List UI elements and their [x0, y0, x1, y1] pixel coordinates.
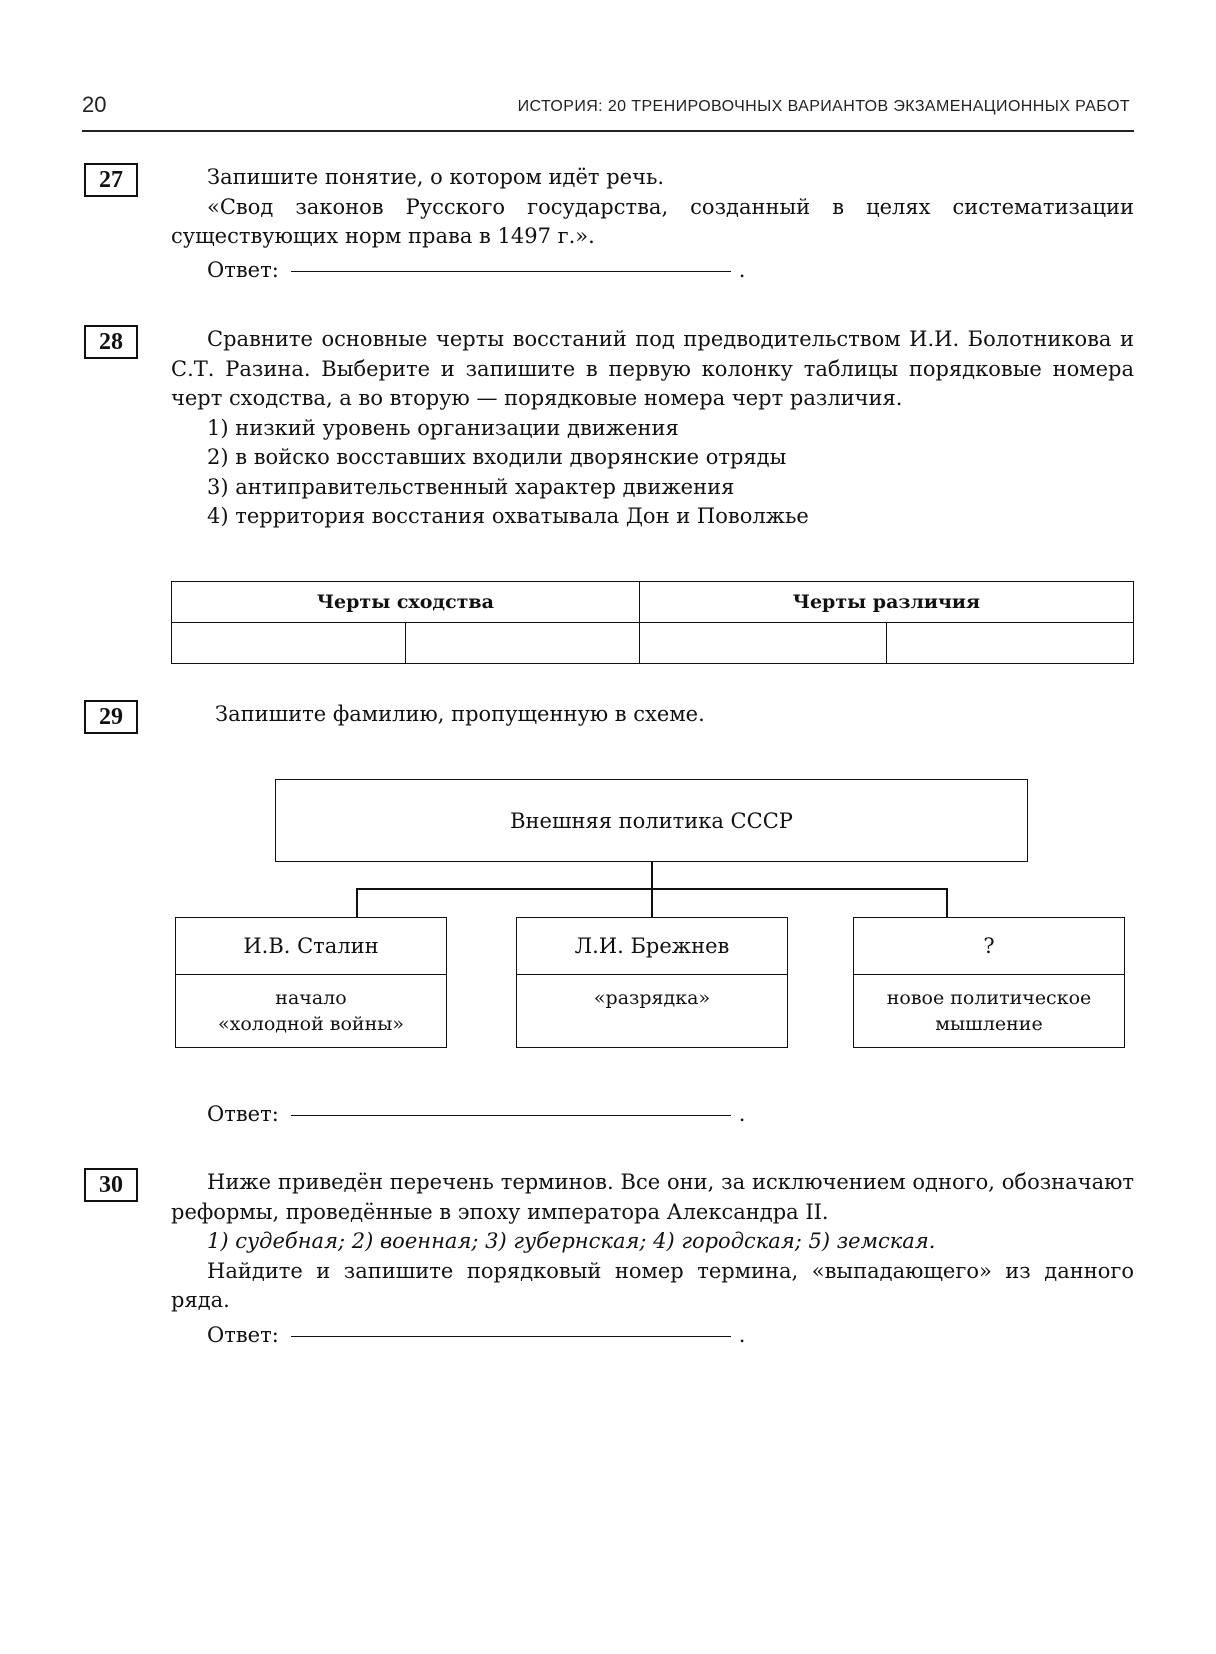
answer-cell[interactable]: [639, 623, 886, 664]
task-27-prompt: Запишите понятие, о котором идёт речь.: [207, 165, 665, 189]
task-27-number: 27: [84, 163, 138, 197]
answer-field[interactable]: [291, 1335, 731, 1337]
connector-line: [356, 888, 358, 918]
branch-policy: новое политическое: [886, 987, 1092, 1009]
branch-leader-missing: ?: [854, 918, 1124, 975]
similarities-header: Черты сходства: [172, 582, 640, 623]
task-29-number: 29: [84, 700, 138, 734]
scheme-branch-brezhnev: [516, 917, 788, 1048]
branch-policy: «холодной войны»: [217, 1013, 404, 1035]
option-item: 3) антиправительственный характер движения: [207, 474, 735, 499]
task-30-question: Найдите и запишите порядковый номер термина, «выпадающего» из данного ряда.: [171, 1258, 1134, 1312]
differences-header: Черты различия: [639, 582, 1133, 623]
page-number: 20: [82, 92, 107, 117]
task-28-options: [171, 414, 1134, 532]
task-28-number: 28: [84, 325, 138, 359]
option-item: 1) низкий уровень организации движения: [207, 415, 679, 440]
answer-field[interactable]: [291, 270, 731, 272]
answer-label: Ответ:: [207, 258, 279, 282]
answer-label: Ответ:: [207, 1102, 279, 1126]
task-27-answer: Ответ: .: [207, 258, 746, 282]
branch-leader: Л.И. Брежнев: [517, 918, 787, 975]
task-29-prompt: Запишите фамилию, пропущенную в схеме.: [215, 702, 705, 726]
header-divider: [82, 130, 1134, 132]
branch-policy: начало: [275, 987, 347, 1009]
task-30-number: 30: [84, 1168, 138, 1202]
connector-line: [356, 888, 948, 890]
task-29-answer: Ответ: .: [207, 1102, 746, 1126]
answer-field[interactable]: [291, 1114, 731, 1116]
answer-label: Ответ:: [207, 1323, 279, 1347]
connector-line: [651, 862, 653, 918]
task-30-terms: 1) судебная; 2) военная; 3) губернская; 4) городская; 5) земская.: [207, 1229, 936, 1253]
option-item: 2) в войско восставших входили дворянские отряды: [207, 445, 787, 469]
scheme-root: Внешняя политика СССР: [275, 779, 1028, 862]
answer-cell[interactable]: [886, 623, 1133, 664]
task-30-answer: Ответ: .: [207, 1323, 746, 1347]
option-item: 4) территория восстания охватывала Дон и Поволжье: [207, 504, 809, 528]
task-28-text: [171, 325, 1134, 532]
branch-policy: «разрядка»: [593, 987, 711, 1009]
running-title: ИСТОРИЯ: 20 ТРЕНИРОВОЧНЫХ ВАРИАНТОВ ЭКЗАМЕНАЦИОННЫХ РАБОТ: [517, 98, 1130, 115]
task-30-intro: Ниже приведён перечень терминов. Все они, за исключением одного, обозначают реформы, проведённые в эпоху императора Александра II.: [171, 1170, 1134, 1224]
branch-policy: мышление: [935, 1013, 1043, 1035]
task-27-text: [171, 163, 1134, 252]
branch-leader: И.В. Сталин: [176, 918, 446, 975]
task-28-prompt: Сравните основные черты восстаний под предводительством И.И. Болотникова и С.Т. Разина. Выберите и запишите в первую колонку таблицы порядковые номера черт сходства, а во вторую — порядковые номера черт различия.: [171, 327, 1134, 410]
answer-cell[interactable]: [172, 623, 406, 664]
answer-cell[interactable]: [405, 623, 639, 664]
task-27-quote: «Свод законов Русского государства, созданный в целях систематизации существующих норм права в 1497 г.».: [171, 194, 1134, 248]
task-30-text: [171, 1168, 1134, 1316]
scheme-branch-stalin: [175, 917, 447, 1048]
connector-line: [946, 888, 948, 918]
scheme-branch-unknown: [853, 917, 1125, 1048]
comparison-table: [171, 581, 1134, 664]
